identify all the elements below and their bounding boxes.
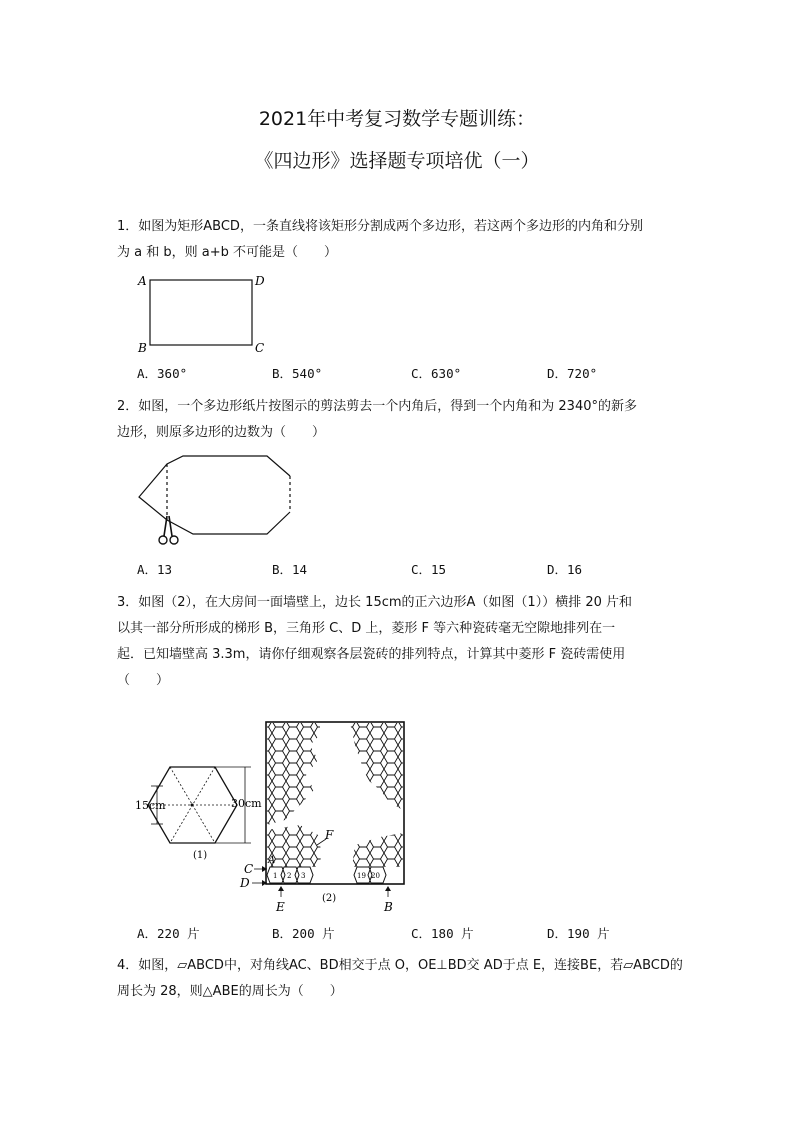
tile-1: 1 (273, 872, 278, 880)
q1-option-c[interactable]: C．630° (411, 366, 462, 381)
title-line-1: 2021年中考复习数学专题训练： (258, 108, 536, 130)
label-b: B (138, 341, 147, 355)
q2-option-a[interactable]: A．13 (137, 562, 173, 577)
question-3-text: 3．如图（2），在大房间一面墙壁上，边长 15cm的正六边形A（如图（1））横排 20 片和 以其一部分所形成的梯形 B，三角形 C、D 上，菱形 F 等六种瓷砖毫无空隙地排列在一 起．已知墙壁高 3.3m，请你仔细观察各层瓷砖的排列特点，计算其中菱形 F 瓷砖需使用 （ ） (117, 595, 632, 688)
q2-option-c[interactable]: C．15 (411, 562, 447, 577)
question-3-options (137, 924, 697, 944)
label-d-wall: D (240, 876, 250, 890)
bottom-tile-row (267, 867, 386, 883)
q2-option-b[interactable]: B．14 (272, 562, 308, 577)
question-2-options (137, 560, 697, 580)
side-length-label: 15cm (135, 799, 166, 812)
question-1-options (137, 364, 697, 384)
q3-option-a[interactable]: A．220 片 (137, 926, 200, 941)
label-c: C (255, 341, 265, 355)
question-2-text: 2．如图，一个多边形纸片按图示的剪法剪去一个内角后，得到一个内角和为 2340°的新多 边形，则原多边形的边数为（ ） (117, 399, 637, 440)
label-e-wall: E (276, 900, 285, 914)
label-f: F (325, 828, 334, 842)
label-c-wall: C (244, 862, 254, 876)
rectangle-abcd-figure (135, 270, 275, 356)
label-a: A (138, 274, 147, 288)
polygon-cut-figure (135, 450, 305, 550)
label-b-wall: B (384, 900, 393, 914)
wall-tiles-figure-2 (230, 715, 410, 915)
fig1-caption: (1) (193, 850, 208, 861)
q2-option-d[interactable]: D．16 (547, 562, 583, 577)
question-4-text: 4．如图，▱ABCD中，对角线AC、BD相交于点 O，OE⊥BD交 AD于点 E，连接BE，若▱ABCD的 周长为 28，则△ABE的周长为（ ） (117, 958, 683, 999)
title-line-2: 《四边形》选择题专项培优（一） (254, 150, 540, 172)
label-a-wall: A (268, 855, 276, 866)
fig2-caption: (2) (322, 893, 337, 904)
q1-option-a[interactable]: A．360° (137, 366, 188, 381)
height-label: 30cm (231, 797, 262, 810)
tile-2: 2 (287, 872, 292, 880)
q3-option-d[interactable]: D．190 片 (547, 926, 610, 941)
tile-19: 19 (357, 872, 366, 880)
q1-option-d[interactable]: D．720° (547, 366, 598, 381)
question-1-text: 1．如图为矩形ABCD，一条直线将该矩形分割成两个多边形，若这两个多边形的内角和分别 为 a 和 b，则 a+b 不可能是（ ） (117, 219, 643, 260)
label-d: D (255, 274, 265, 288)
tile-3: 3 (301, 872, 306, 880)
q3-option-c[interactable]: C．180 片 (411, 926, 474, 941)
q3-option-b[interactable]: B．200 片 (272, 926, 335, 941)
tile-20: 20 (371, 872, 380, 880)
q1-option-b[interactable]: B．540° (272, 366, 323, 381)
